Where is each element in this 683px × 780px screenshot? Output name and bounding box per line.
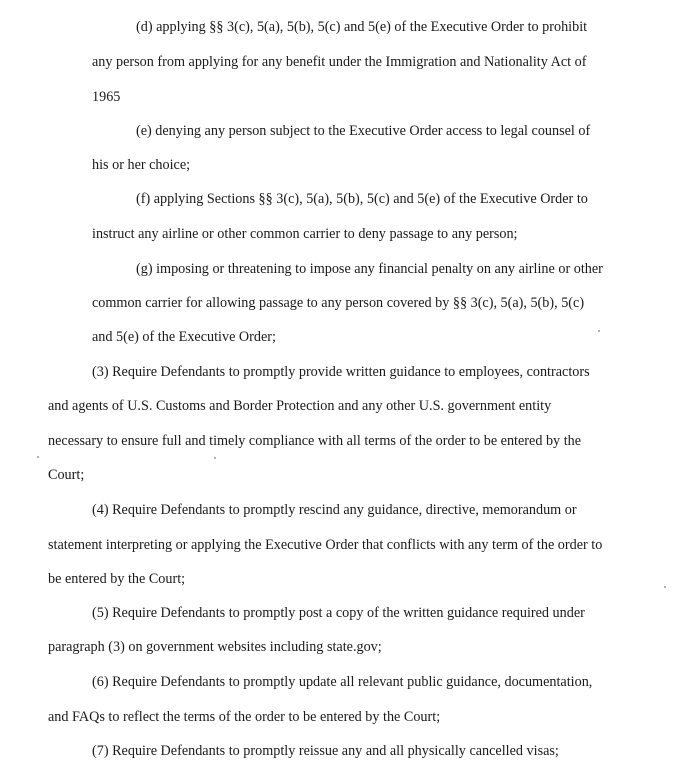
paragraph-3-line-1: (3) Require Defendants to promptly provide written guidance to employees, contractors (92, 364, 590, 380)
paragraph-d-line-2: any person from applying for any benefit under the Immigration and Nationality Act of (92, 54, 587, 70)
paragraph-g-line-1: (g) imposing or threatening to impose any financial penalty on any airline or other (136, 261, 603, 277)
paragraph-3-line-4: Court; (48, 467, 85, 483)
paragraph-3-line-3: necessary to ensure full and timely compliance with all terms of the order to be entered by the (48, 433, 582, 449)
scan-speck (37, 456, 39, 458)
paragraph-d-line-3: 1965 (92, 89, 121, 105)
scan-speck (598, 330, 600, 332)
paragraph-6-line-1: (6) Require Defendants to promptly update all relevant public guidance, documentation, (92, 674, 593, 690)
paragraph-f-line-2: instruct any airline or other common carrier to deny passage to any person; (92, 226, 518, 242)
paragraph-4-line-1: (4) Require Defendants to promptly rescind any guidance, directive, memorandum or (92, 502, 577, 518)
paragraph-4-line-3: be entered by the Court; (48, 571, 186, 587)
paragraph-g-line-3: and 5(e) of the Executive Order; (92, 329, 276, 345)
paragraph-7-line-1: (7) Require Defendants to promptly reissue any and all physically cancelled visas; (92, 743, 559, 759)
paragraph-e-line-1: (e) denying any person subject to the Executive Order access to legal counsel of (136, 123, 591, 139)
paragraph-3-line-2: and agents of U.S. Customs and Border Protection and any other U.S. government entity (48, 398, 552, 414)
scan-speck (214, 457, 216, 459)
paragraph-6-line-2: and FAQs to reflect the terms of the order to be entered by the Court; (48, 709, 441, 725)
paragraph-4-line-2: statement interpreting or applying the Executive Order that conflicts with any term of the order to (48, 537, 603, 553)
scan-speck (664, 586, 666, 588)
paragraph-f-line-1: (f) applying Sections §§ 3(c), 5(a), 5(b), 5(c) and 5(e) of the Executive Order to (136, 191, 588, 207)
paragraph-e-line-2: his or her choice; (92, 157, 191, 173)
paragraph-d-line-1: (d) applying §§ 3(c), 5(a), 5(b), 5(c) and 5(e) of the Executive Order to prohibit (136, 19, 588, 35)
paragraph-5-line-1: (5) Require Defendants to promptly post a copy of the written guidance required under (92, 605, 585, 621)
paragraph-5-line-2: paragraph (3) on government websites including state.gov; (48, 639, 382, 655)
paragraph-g-line-2: common carrier for allowing passage to any person covered by §§ 3(c), 5(a), 5(b), 5(c) (92, 295, 585, 311)
